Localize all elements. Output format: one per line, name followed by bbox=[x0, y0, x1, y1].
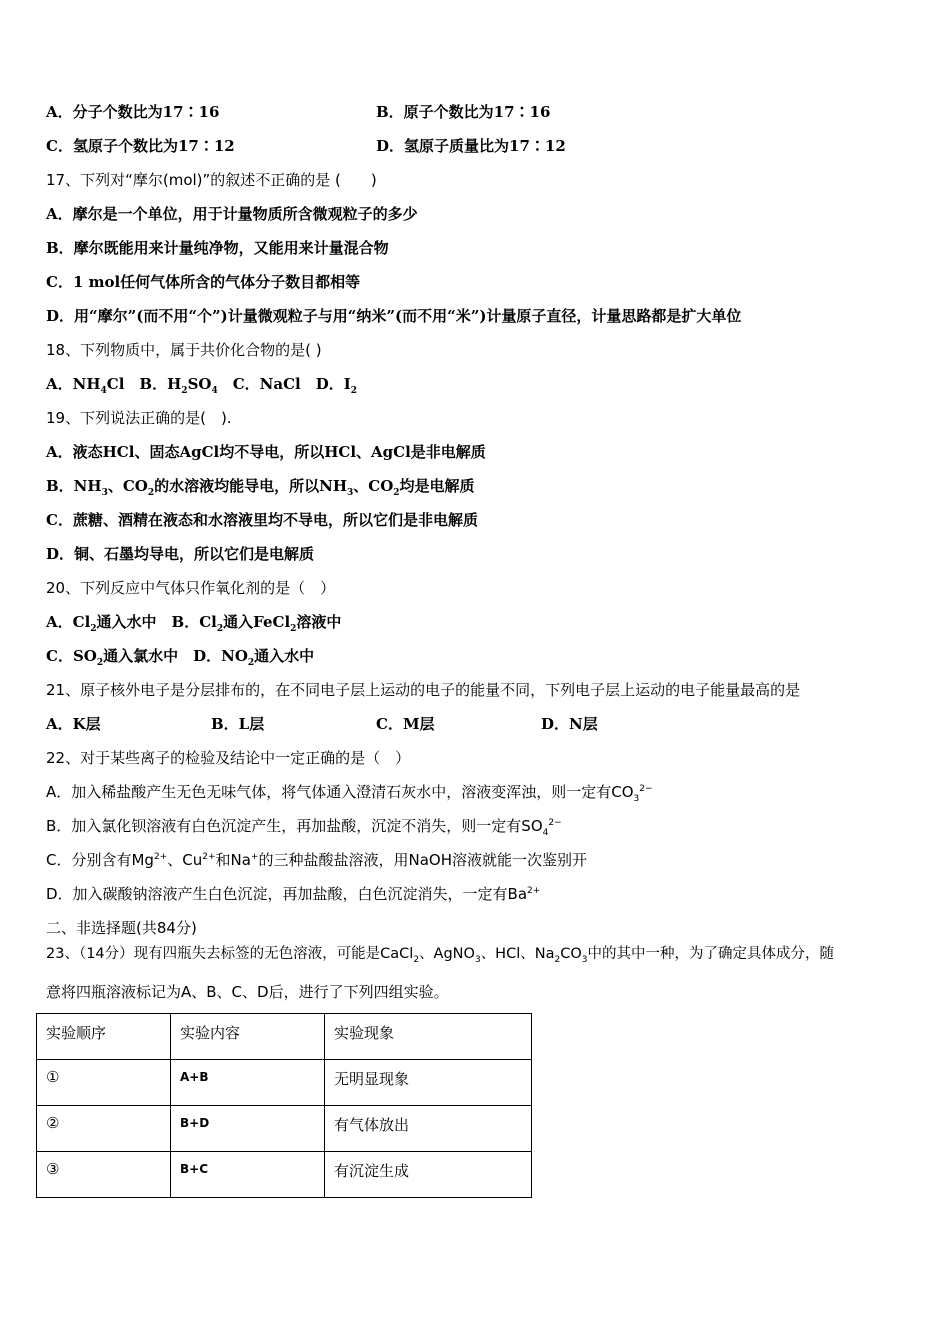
q16-option-b: B．原子个数比为17∶16 bbox=[376, 103, 551, 121]
q17-option-a: A．摩尔是一个单位，用于计量物质所含微观粒子的多少 bbox=[46, 205, 418, 223]
q22-option-c: C．分别含有$Mg^{2+}$、$Cu^{2+}$和Na+的三种盐酸盐溶液，用NaOH溶液就能一次鉴别开 bbox=[46, 851, 587, 869]
q16-option-a: A．分子个数比为17∶16 bbox=[46, 103, 220, 121]
q21-stem: 21、原子核外电子是分层排布的，在不同电子层上运动的电子的能量不同，下列电子层上运动的电子能量最高的是 bbox=[46, 681, 801, 699]
table-cell: 无明显现象 bbox=[325, 1060, 532, 1106]
table-cell: B+D bbox=[171, 1106, 325, 1152]
q17-option-b: B．摩尔既能用来计量纯净物，又能用来计量混合物 bbox=[46, 239, 389, 257]
q19-option-a: A．液态HCl、固态AgCl均不导电，所以HCl、AgCl是非电解质 bbox=[46, 443, 486, 461]
table-header: 实验内容 bbox=[171, 1014, 325, 1060]
q16-option-d: D．氢原子质量比为17∶12 bbox=[376, 137, 566, 155]
q18-stem: 18、下列物质中，属于共价化合物的是( ) bbox=[46, 341, 322, 359]
q22-option-b: B．加入氯化钡溶液有白色沉淀产生，再加盐酸，沉淀不消失，则一定有$SO_4^{2-}$ bbox=[46, 817, 562, 838]
q21-option-a: A．K层 bbox=[46, 715, 101, 733]
table-row bbox=[37, 1152, 532, 1198]
table-cell: A+B bbox=[171, 1060, 325, 1106]
q23-stem-line1: 23、（14分）现有四瓶失去标签的无色溶液，可能是CaCl$_2$、AgNO$_3$、HCl、$Na_2CO_3$中的其中一种，为了确定具体成分，随 bbox=[46, 946, 834, 965]
table-header: 实验顺序 bbox=[37, 1014, 171, 1060]
q17-option-c: C．1 mol任何气体所含的气体分子数目都相等 bbox=[46, 273, 361, 291]
q19-option-c: C．蔗糖、酒精在液态和水溶液里均不导电，所以它们是非电解质 bbox=[46, 511, 478, 529]
table-cell: 有沉淀生成 bbox=[325, 1152, 532, 1198]
table-header: 实验现象 bbox=[325, 1014, 532, 1060]
q22-option-d: D．加入碳酸钠溶液产生白色沉淀，再加盐酸，白色沉淀消失，一定有$Ba^{2+}$ bbox=[46, 885, 541, 903]
q19-option-d: D．铜、石墨均导电，所以它们是电解质 bbox=[46, 545, 315, 563]
q21-option-c: C．M层 bbox=[376, 715, 435, 733]
q16-option-c: C．氢原子个数比为17∶12 bbox=[46, 137, 235, 155]
table-cell: ① bbox=[37, 1060, 171, 1106]
q17-stem: 17、下列对“摩尔(mol)”的叙述不正确的是 ( ) bbox=[46, 171, 377, 189]
table-row bbox=[37, 1106, 532, 1152]
q19-option-b: B．$NH_3$、$CO_2$的水溶液均能导电，所以$NH_3$、$CO_2$均是电解质 bbox=[46, 477, 475, 498]
q22-stem: 22、对于某些离子的检验及结论中一定正确的是（ ） bbox=[46, 749, 411, 767]
table-cell: 有气体放出 bbox=[325, 1106, 532, 1152]
q23-stem-line2: 意将四瓶溶液标记为A、B、C、D后，进行了下列四组实验。 bbox=[46, 983, 449, 1001]
experiment-table bbox=[36, 1013, 532, 1198]
table-header-row bbox=[37, 1014, 532, 1060]
q20-options-ab: A．$Cl_2$通入水中 B．$Cl_2$通入FeCl$_2$溶液中 bbox=[46, 613, 342, 634]
section-heading: 二、非选择题(共84分) bbox=[46, 919, 197, 937]
table-cell: ② bbox=[37, 1106, 171, 1152]
q18-options: A．$NH_4Cl$ B．$H_2SO_4$ C．NaCl D．$I_2$ bbox=[46, 375, 358, 396]
q17-option-d: D．用“摩尔”(而不用“个”)计量微观粒子与用“纳米”(而不用“米”)计量原子直径，计量思路都是扩大单位 bbox=[46, 307, 742, 325]
table-cell: B+C bbox=[171, 1152, 325, 1198]
table-row bbox=[37, 1060, 532, 1106]
q21-option-d: D．N层 bbox=[541, 715, 598, 733]
q20-stem: 20、下列反应中气体只作氧化剂的是（ ） bbox=[46, 579, 336, 597]
q22-option-a: A．加入稀盐酸产生无色无味气体，将气体通入澄清石灰水中，溶液变浑浊，则一定有$CO_3^{2-}$ bbox=[46, 783, 653, 804]
q20-options-cd: C．$SO_2$通入氯水中 D．$NO_2$通入水中 bbox=[46, 647, 315, 668]
q21-option-b: B．L层 bbox=[211, 715, 265, 733]
table-cell: ③ bbox=[37, 1152, 171, 1198]
q19-stem: 19、下列说法正确的是( ). bbox=[46, 409, 232, 427]
